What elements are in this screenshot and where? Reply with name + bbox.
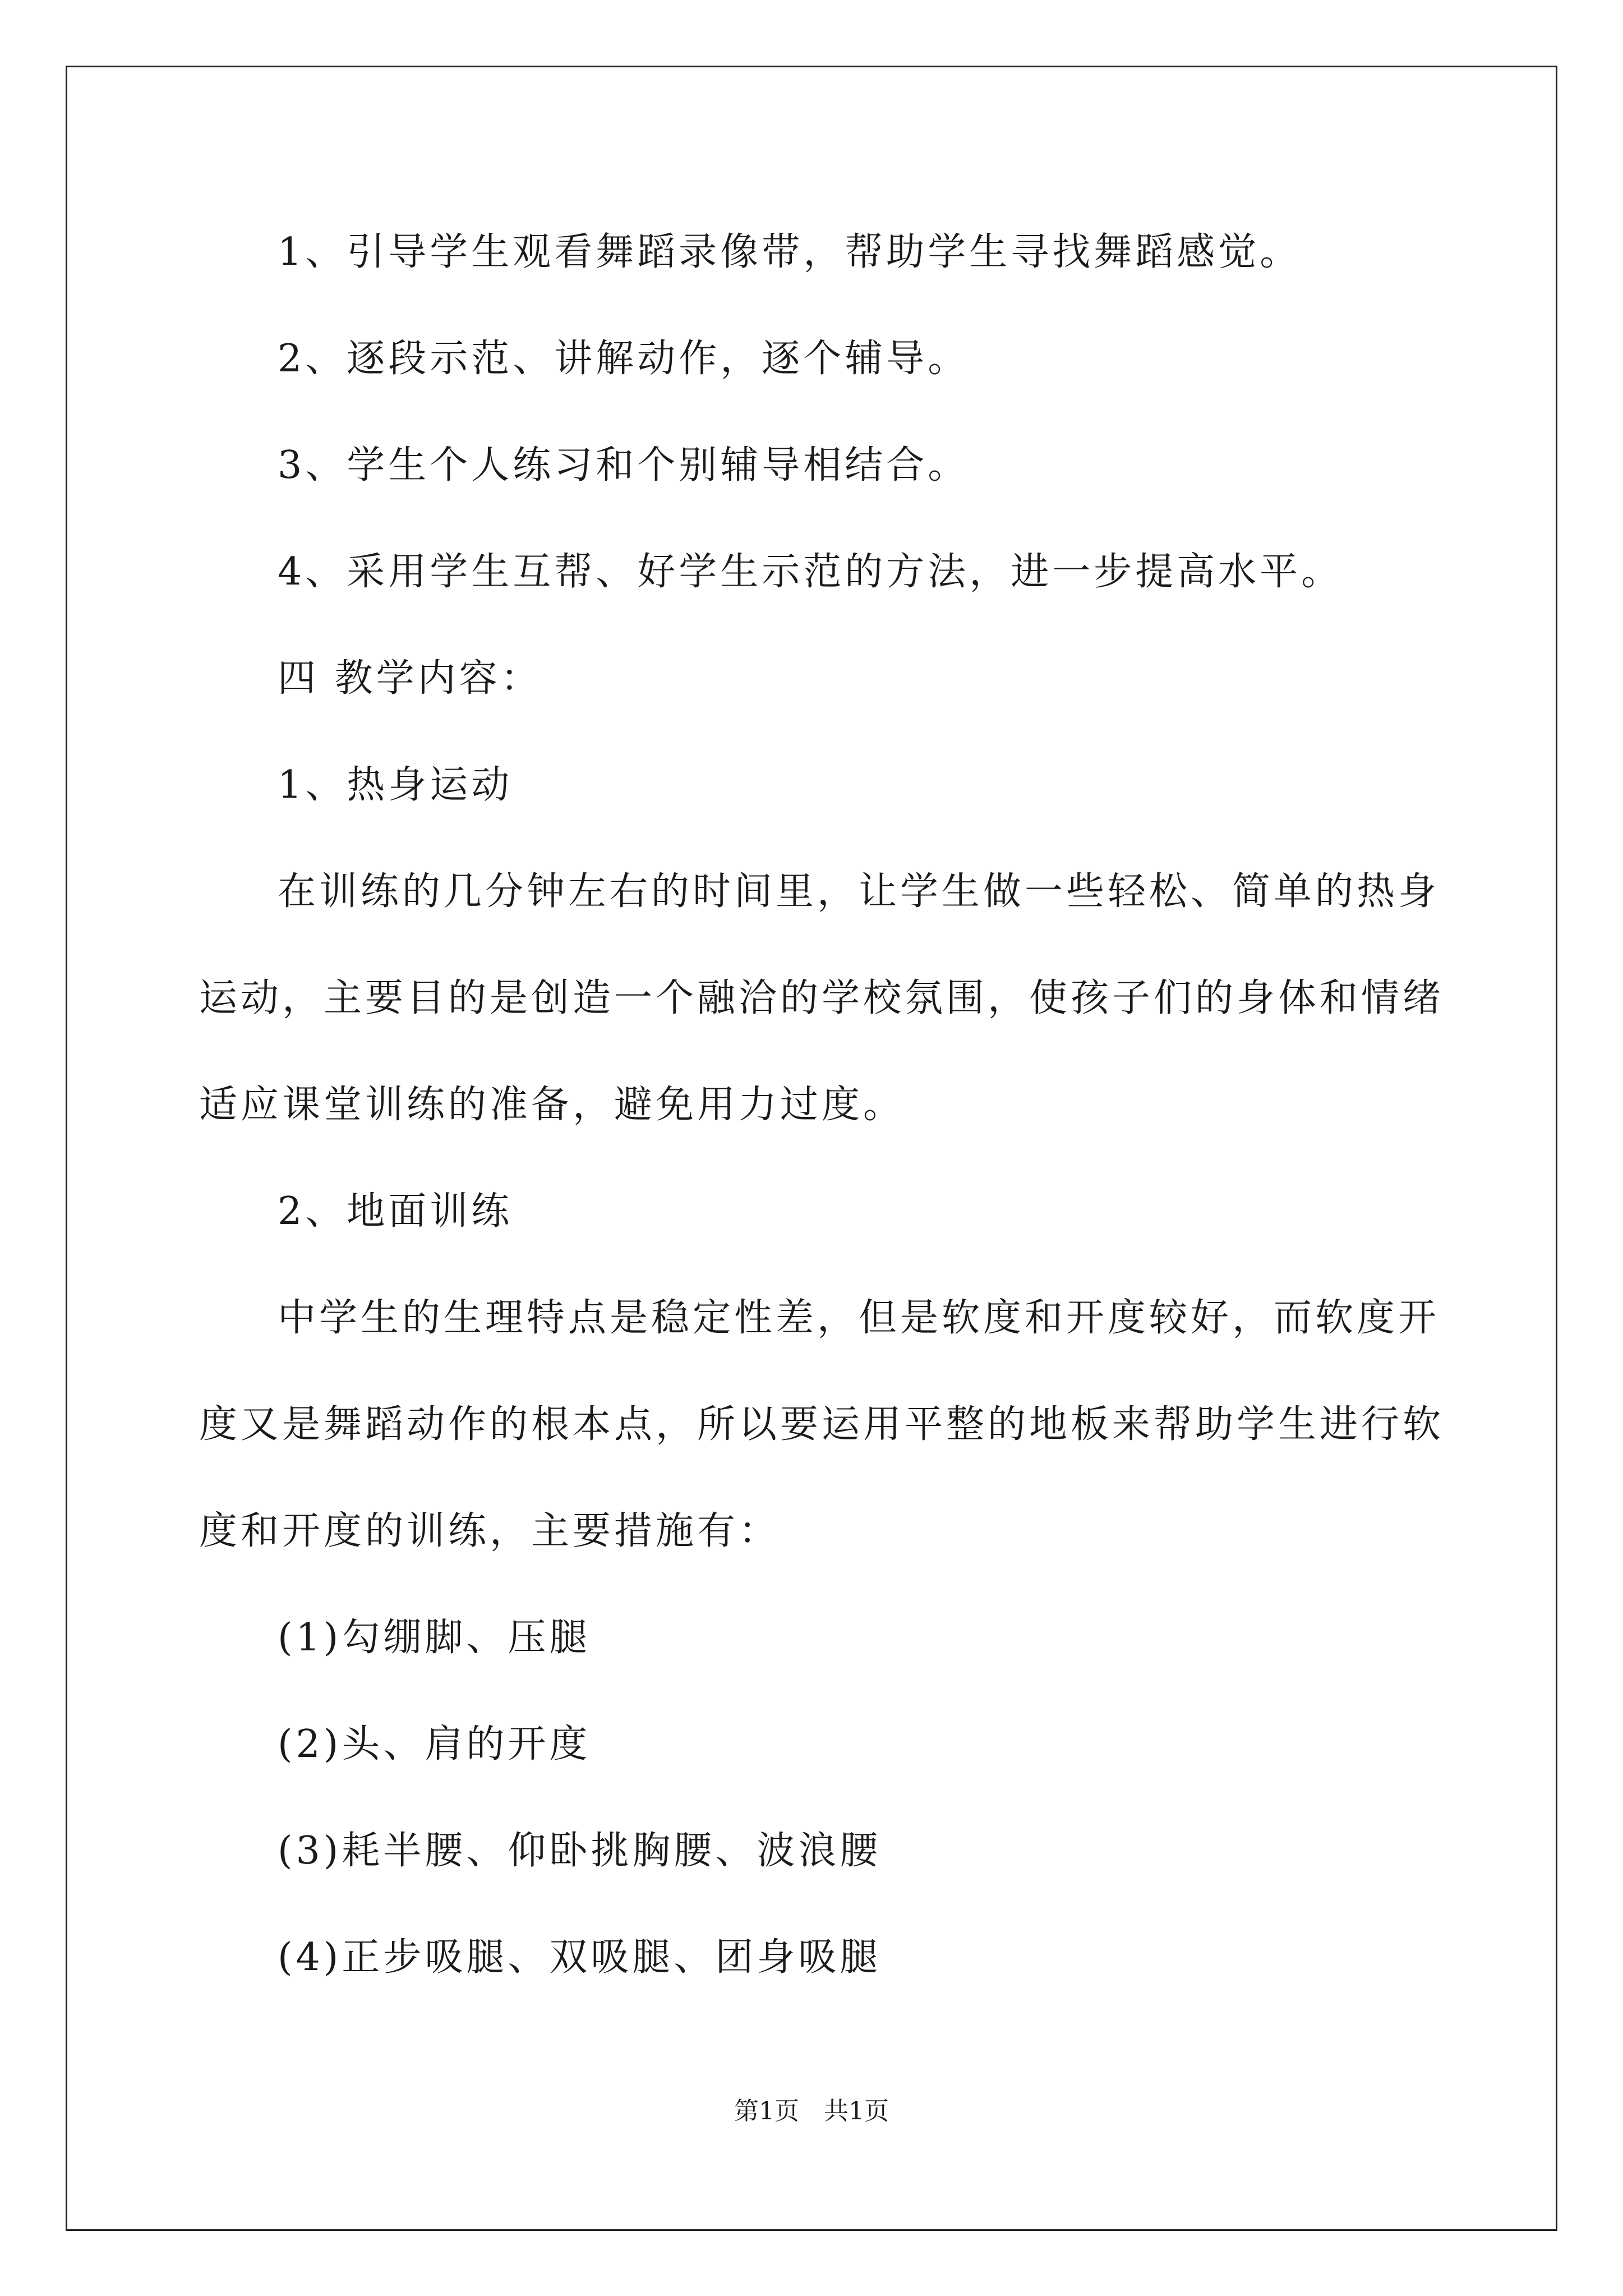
page-number-footer: 第1页 共1页 [734, 2097, 889, 2125]
paragraph-floor-line-1: 中学生的生理特点是稳定性差，但是软度和开度较好，而软度开 [278, 1296, 1440, 1340]
list-item-3: (3)耗半腰、仰卧挑胸腰、波浪腰 [278, 1829, 882, 1873]
paragraph-step-1: 1、引导学生观看舞蹈录像带，帮助学生寻找舞蹈感觉。 [278, 230, 1302, 274]
subheading-warmup: 1、热身运动 [278, 763, 513, 807]
paragraph-step-2: 2、逐段示范、讲解动作，逐个辅导。 [278, 337, 970, 381]
paragraph-step-4: 4、采用学生互帮、好学生示范的方法，进一步提高水平。 [278, 550, 1343, 594]
paragraph-warmup-line-2: 运动，主要目的是创造一个融洽的学校氛围，使孩子们的身体和情绪 [199, 976, 1445, 1020]
list-item-4: (4)正步吸腿、双吸腿、团身吸腿 [278, 1935, 882, 1980]
paragraph-floor-line-3: 度和开度的训练，主要措施有： [199, 1509, 781, 1553]
subheading-floor-training: 2、地面训练 [278, 1189, 513, 1234]
section-heading: 四 教学内容： [278, 656, 542, 701]
paragraph-step-3: 3、学生个人练习和个别辅导相结合。 [278, 443, 970, 487]
paragraph-floor-line-2: 度又是舞蹈动作的根本点，所以要运用平整的地板来帮助学生进行软 [199, 1402, 1445, 1447]
list-item-1: (1)勾绷脚、压腿 [278, 1616, 591, 1660]
paragraph-warmup-line-1: 在训练的几分钟左右的时间里，让学生做一些轻松、简单的热身 [278, 869, 1440, 914]
paragraph-warmup-line-3: 适应课堂训练的准备，避免用力过度。 [199, 1083, 905, 1127]
list-item-2: (2)头、肩的开度 [278, 1722, 591, 1766]
page-border [66, 66, 1557, 2231]
